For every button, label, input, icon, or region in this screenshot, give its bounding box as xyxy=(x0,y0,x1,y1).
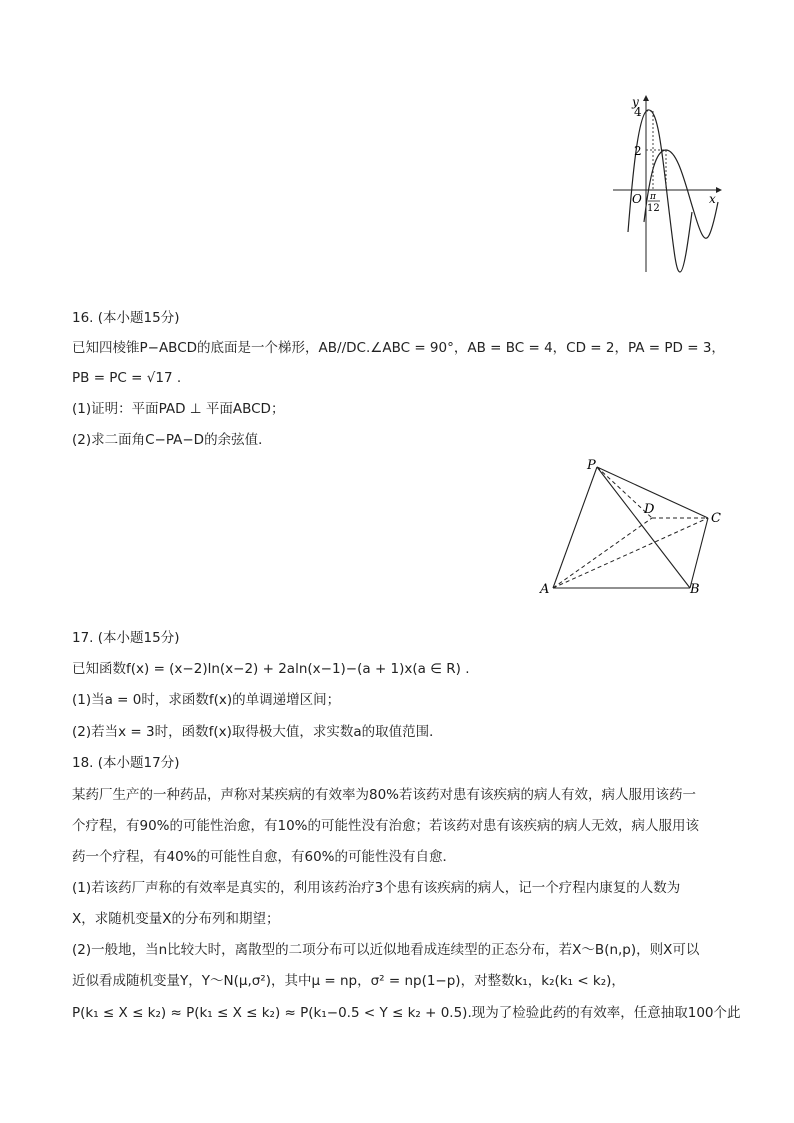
vertex-C: C xyxy=(711,511,721,526)
edge-PA xyxy=(553,467,597,588)
q17-part1: (1)当a = 0时，求函数f(x)的单调递增区间； xyxy=(72,692,341,708)
x-axis-label: x xyxy=(709,192,716,206)
curve-amplitude-4 xyxy=(628,110,692,272)
vertex-B: B xyxy=(690,582,700,597)
q16-line1: 已知四棱锥P−ABCD的底面是一个梯形，AB//DC.∠ABC = 90°，AB = BC = 4，CD = 2，PA = PD = 3， xyxy=(72,340,725,356)
edge-BC xyxy=(690,518,708,588)
q18-part2-line1: (2)一般地，当n比较大时，离散型的二项分布可以近似地看成连续型的正态分布，若X～B(n,p)，则X可以 xyxy=(72,942,700,958)
q18-line2: 个疗程，有90%的可能性治愈，有10%的可能性没有治愈；若该药对患有该疾病的病人无效，病人服用该 xyxy=(72,818,700,834)
q16-header: 16. (本小题15分) xyxy=(72,310,180,326)
q17-line1: 已知函数f(x) = (x−2)ln(x−2) + 2aln(x−1)−(a + 1)x(a ∈ R) . xyxy=(72,661,470,677)
tick-label-12: 12 xyxy=(647,203,660,214)
vertex-P: P xyxy=(587,458,596,473)
vertex-A: A xyxy=(540,582,550,597)
y-axis-label: y xyxy=(632,95,639,109)
q17-header: 17. (本小题15分) xyxy=(72,630,180,646)
vertex-D: D xyxy=(644,502,655,517)
sine-graph-figure xyxy=(608,92,726,277)
origin-label: O xyxy=(632,192,642,206)
q18-line3: 药一个疗程，有40%的可能性自愈，有60%的可能性没有自愈． xyxy=(72,849,457,865)
q18-line1: 某药厂生产的一种药品，声称对某疾病的有效率为80%若该药对患有该疾病的病人有效，病人服用该药一 xyxy=(72,787,697,803)
q18-part1-line1: (1)若该药厂声称的有效率是真实的，利用该药治疗3个患有该疾病的病人，记一个疗程内康复的人数为 xyxy=(72,880,681,896)
q16-part2: (2)求二面角C−PA−D的余弦值． xyxy=(72,432,272,448)
q16-part1: (1)证明：平面PAD ⊥ 平面ABCD； xyxy=(72,401,285,417)
x-axis-arrow xyxy=(716,187,722,193)
q16-line2: PB = PC = √17 . xyxy=(72,370,182,386)
q18-part2-line2: 近似看成随机变量Y，Y～N(μ,σ²)，其中μ = np，σ² = np(1−p)，对整数k₁，k₂(k₁ < k₂)， xyxy=(72,973,625,989)
tick-label-pi: π xyxy=(650,192,656,202)
q17-part2: (2)若当x = 3时，函数f(x)取得极大值，求实数a的取值范围． xyxy=(72,724,443,740)
q18-part2-line3: P(k₁ ≤ X ≤ k₂) ≈ P(k₁ ≤ X ≤ k₂) ≈ P(k₁−0.5 < Y ≤ k₂ + 0.5).现为了检验此药的有效率，任意抽取100个此 xyxy=(72,1005,741,1021)
edge-AD xyxy=(553,518,652,588)
edge-PB xyxy=(597,467,690,588)
q18-header: 18. (本小题17分) xyxy=(72,755,180,771)
pyramid-figure xyxy=(535,455,725,603)
edge-AC xyxy=(553,518,708,588)
tick-label-2: 2 xyxy=(634,144,642,158)
tick-label-4: 4 xyxy=(634,105,642,119)
q18-part1-line2: X，求随机变量X的分布列和期望； xyxy=(72,911,280,927)
y-axis-arrow xyxy=(643,95,649,101)
